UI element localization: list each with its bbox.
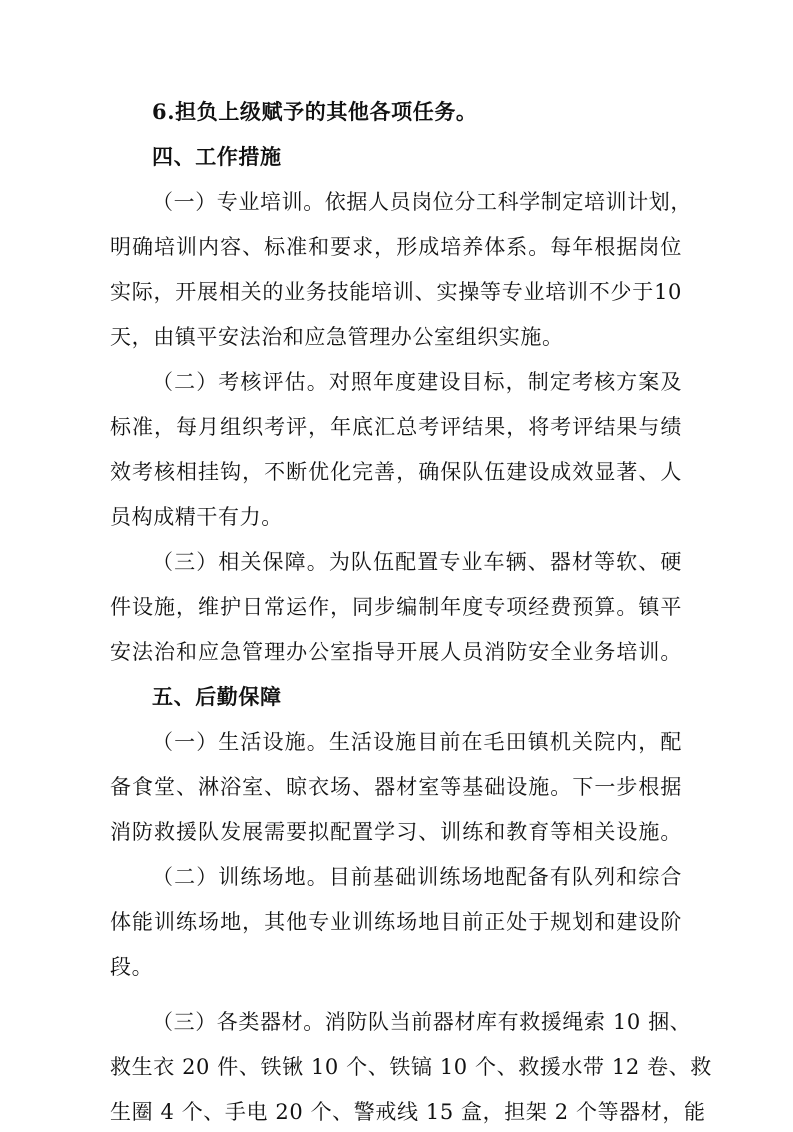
paragraph-line: （二）考核评估。对照年度建设目标，制定考核方案及 — [152, 370, 682, 394]
paragraph-line: 效考核相挂钩，不断优化完善，确保队伍建设成效显著、人 — [110, 460, 682, 484]
section-heading-logistics: 五、后勤保障 — [152, 684, 282, 709]
paragraph-line: 标准，每月组织考评，年底汇总考评结果，将考评结果与绩 — [110, 415, 682, 439]
task-item-6: 6.担负上级赋予的其他各项任务。 — [152, 99, 478, 124]
paragraph-line: 救生衣 20 件、铁锹 10 个、铁镐 10 个、救援水带 12 卷、救 — [110, 1055, 712, 1079]
paragraph-line: （二）训练场地。目前基础训练场地配备有队列和综合 — [152, 865, 682, 889]
paragraph-line: 明确培训内容、标准和要求，形成培养体系。每年根据岗位 — [110, 235, 682, 259]
paragraph-line: （一）专业培训。依据人员岗位分工科学制定培训计划， — [152, 190, 692, 214]
paragraph-line: 件设施，维护日常运作，同步编制年度专项经费预算。镇平 — [110, 595, 682, 619]
paragraph-line: 安法治和应急管理办公室指导开展人员消防安全业务培训。 — [110, 640, 682, 664]
paragraph-line: 实际，开展相关的业务技能培训、实操等专业培训不少于10 — [110, 280, 682, 304]
paragraph-line: 消防救援队发展需要拟配置学习、训练和教育等相关设施。 — [110, 820, 682, 844]
paragraph-line: 备食堂、淋浴室、晾衣场、器材室等基础设施。下一步根据 — [110, 775, 682, 799]
paragraph-line: （三）各类器材。消防队当前器材库有救援绳索 10 捆、 — [152, 1010, 692, 1034]
paragraph-line: 生圈 4 个、手电 20 个、警戒线 15 盒，担架 2 个等器材，能 — [110, 1100, 706, 1124]
paragraph-line: 天，由镇平安法治和应急管理办公室组织实施。 — [110, 325, 564, 349]
paragraph-line: （一）生活设施。生活设施目前在毛田镇机关院内，配 — [152, 730, 682, 754]
paragraph-line: （三）相关保障。为队伍配置专业车辆、器材等软、硬 — [152, 550, 682, 574]
section-heading-work-measures: 四、工作措施 — [152, 144, 282, 169]
paragraph-line: 员构成精干有力。 — [110, 505, 283, 529]
paragraph-line: 段。 — [110, 955, 154, 979]
paragraph-line: 体能训练场地，其他专业训练场地目前正处于规划和建设阶 — [110, 910, 682, 934]
